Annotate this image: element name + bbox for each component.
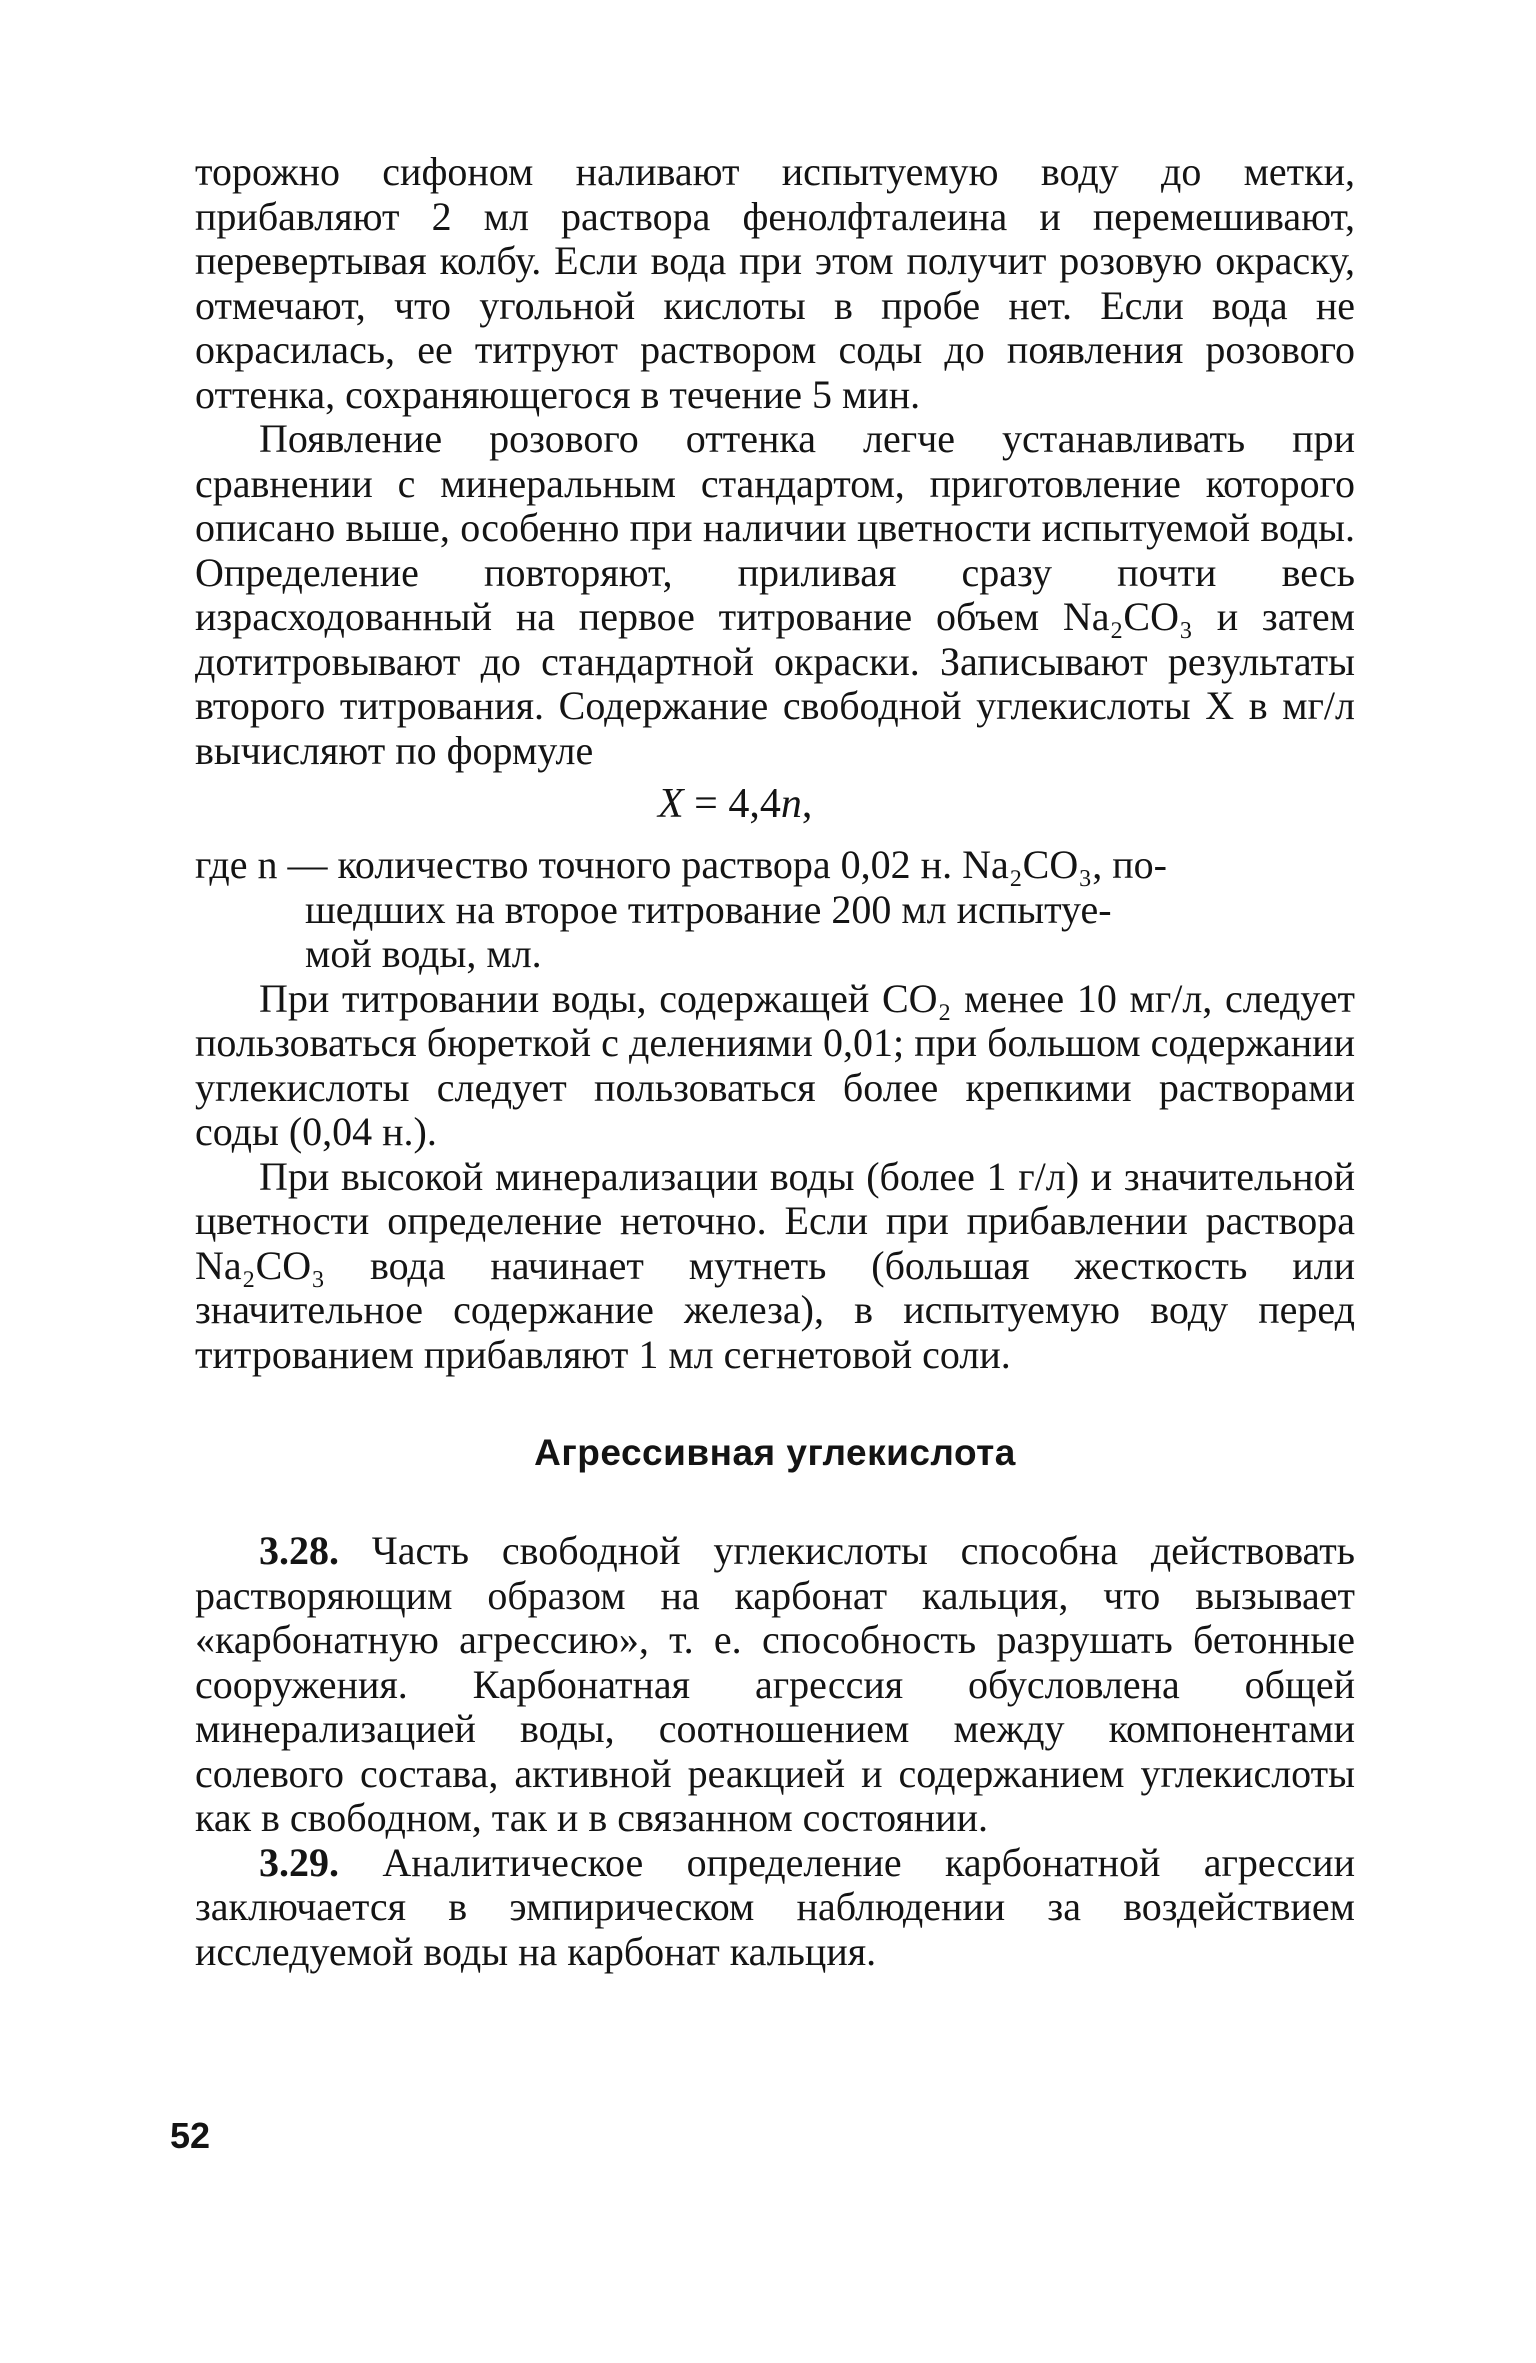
paragraph-3-28 [195,1529,1355,1841]
paragraph-low-co2: При титровании воды, содержащей CO₂ менее 10 мг/л, следует пользоваться бюреткой с делениями 0,01; при большом содержании углекислоты следует пользоваться более крепкими растворами соды (0,04 н.). [195,975,1355,1154]
paragraph-3-28-text: Часть свободной углекислоты способна действовать растворяющим образом на карбонат кальция, что вызывает «карбонатную агрессию», т. е. способность разрушать бетонные сооружения. Карбонатная агрессия обусловлена общей минерализацией воды, соотношением между компонентами солевого состава, активной реакцией и содержанием углекислоты как в свободном, так и в связанном состоянии. [195,1528,1355,1840]
paragraph-3-29 [195,1841,1355,1975]
where-line-3: мой воды, мл. [305,931,542,976]
item-number-3-29: 3.29. [259,1839,339,1885]
formula-var: n [780,781,802,827]
paragraph-3-29-text: Аналитическое определение карбонатной агрессии заключается в эмпирическом наблюдении за воздействием исследуемой воды на карбонат кальция. [195,1839,1355,1974]
section-heading: Агрессивная углекислота [534,1432,1016,1473]
formula-lhs: X [658,781,684,827]
document-page [195,150,1355,1974]
page-number: 52 [170,2115,211,2156]
paragraph-titration-intro: торожно сифоном наливают испытуемую воду до метки, прибавляют 2 мл раствора фенолфталеина и перемешивают, перевертывая колбу. Если вода при этом получит розовую окраску, отмечают, что угольной кислоты в пробе нет. Если вода не окрасилась, ее титруют раствором соды до появления розового оттенка, сохраняющегося в течение 5 мин. [195,149,1355,417]
paragraph-pink-shade: Появление розового оттенка легче устанавливать при сравнении с минеральным стандартом, приготовление которого описано выше, особенно при наличии цветности испытуемой воды. Определение повторяют, приливая сразу почти весь израсходованный на первое титрование объем Na₂CO₃ и затем дотитровывают до стандартной окраски. Записывают результаты второго титрования. Содержание свободной углекислоты X в мг/л вычисляют по формуле [195,416,1355,773]
where-line-1: где n — количество точного раствора 0,02 н. Na₂CO₃, по- [195,842,1167,887]
where-line-2: шедших на второе титрование 200 мл испытуе- [305,886,1112,932]
paragraph-high-mineralization: При высокой минерализации воды (более 1 г/л) и значительной цветности определение неточно. Если при прибавлении раствора Na₂CO₃ вода начинает мутнеть (большая жесткость или значительное содержание железа), в испытуемую воду перед титрованием прибавляют 1 мл сегнетовой соли. [195,1153,1355,1377]
item-number-3-28: 3.28. [259,1528,339,1573]
where-legend [195,843,1355,977]
formula-punct: , [801,781,813,827]
formula [195,779,1355,829]
formula-eq: = 4,4 [683,781,781,827]
